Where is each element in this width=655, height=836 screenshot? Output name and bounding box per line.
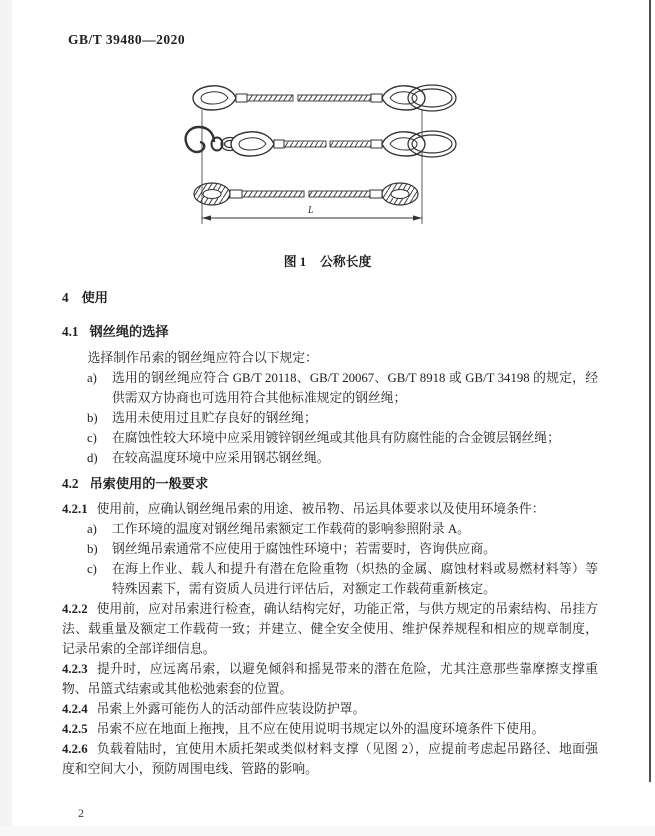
list-marker: b) — [87, 411, 98, 425]
section-title: 使用 — [81, 290, 108, 305]
figure-1-sling-diagram — [178, 78, 478, 230]
sling-soft-eyes — [194, 183, 418, 205]
clause-number: 4.2.3 — [62, 662, 88, 676]
dimension-label: L — [307, 205, 314, 216]
section-4-2-heading — [62, 474, 598, 494]
clause-paragraph-4-2-1 — [62, 499, 598, 519]
list-marker: a) — [87, 522, 97, 536]
list-text: 在腐蚀性较大环境中应采用镀锌钢丝绳或其他具有防腐性能的合金镀层钢丝绳； — [112, 431, 560, 445]
list-item — [62, 368, 598, 408]
standard-number-header: GB/T 39480—2020 — [68, 32, 186, 47]
list-text: 在海上作业、载人和提升有潜在危险重物（炽热的金属、腐蚀材料或易燃材料等）等特殊因素下，需有资质人员进行评估后，对额定工作载荷重新核定。 — [112, 562, 598, 596]
list-text: 钢丝绳吊索通常不应使用于腐蚀性环境中；若需要时，咨询供应商。 — [112, 542, 496, 556]
clause-text: 吊索上外露可能伤人的活动部件应装设防护罩。 — [96, 702, 366, 716]
list-item — [62, 428, 598, 448]
section-number: 4 — [62, 290, 69, 305]
dimension-line-L — [202, 110, 422, 224]
section-4-1-heading — [62, 322, 598, 342]
clause-paragraph-4-2-6 — [62, 739, 598, 779]
document-body — [62, 288, 598, 779]
clause-number: 4.2.1 — [62, 502, 88, 516]
clause-number: 4.2.4 — [62, 702, 88, 716]
list-marker: c) — [87, 431, 97, 445]
page-number: 2 — [78, 806, 84, 820]
clause-text: 使用前，应确认钢丝绳吊索的用途、被吊物、吊运具体要求以及使用环境条件： — [96, 502, 545, 516]
section-number: 4.2 — [62, 476, 79, 491]
sling-thimble-eye-master-link — [193, 85, 456, 111]
section-number: 4.1 — [62, 324, 79, 339]
clause-text: 使用前，应对吊索进行检查，确认结构完好，功能正常，与供方规定的吊索结构、吊挂方法、载重量及额定工作载荷一致；并建立、健全安全使用、维护保养规程和相应的规章制度，记录吊索的全部详细信息。 — [62, 602, 598, 656]
list-marker: d) — [87, 451, 98, 465]
list-text: 选用未使用过且贮存良好的钢丝绳； — [112, 411, 317, 425]
clause-number: 4.2.5 — [62, 722, 88, 736]
list-item — [62, 539, 598, 559]
list-item — [62, 519, 598, 539]
scan-shade-bottom — [0, 826, 655, 836]
list-marker: a) — [87, 371, 97, 385]
list-item — [62, 448, 598, 468]
figure-1-block — [0, 78, 655, 270]
list-marker: b) — [87, 542, 98, 556]
figure-caption — [0, 251, 655, 270]
clause-paragraph-4-2-3 — [62, 659, 598, 699]
section-title: 钢丝绳的选择 — [89, 324, 169, 339]
list-marker: c) — [87, 562, 97, 576]
clause-text: 吊索不应在地面上拖拽，且不应在使用说明书规定以外的温度环境条件下使用。 — [96, 722, 545, 736]
clause-paragraph-4-2-5 — [62, 719, 598, 739]
section-4-heading — [62, 288, 598, 308]
list-item — [62, 559, 598, 599]
clause-number: 4.2.6 — [62, 742, 88, 756]
clause-paragraph-4-2-4 — [62, 699, 598, 719]
clause-paragraph-4-2-2 — [62, 599, 598, 659]
section-title: 吊索使用的一般要求 — [89, 476, 209, 491]
clause-text: 负载着陆时，宜使用木质托架或类似材料支撑（见图 2），应提前考虑起吊路径、地面强度和空间大小，预防周围电线、管路的影响。 — [62, 742, 598, 776]
sling-hook-thimble-eye-master-link — [185, 127, 455, 157]
list-text: 选用的钢丝绳应符合 GB/T 20118、GB/T 20067、GB/T 8918 或 GB/T 34198 的规定，经供需双方协商也可选用符合其他标准规定的钢丝绳； — [112, 371, 598, 405]
figure-caption-label: 图 1 — [283, 255, 307, 269]
intro-paragraph: 选择制作吊索的钢丝绳应符合以下规定： — [87, 351, 318, 365]
list-item — [62, 408, 598, 428]
clause-text: 提升时，应远离吊索，以避免倾斜和摇晃带来的潜在危险，尤其注意那些靠摩擦支撑重物、吊篮式结索或其他松弛索套的位置。 — [62, 662, 598, 696]
list-text: 在较高温度环境中应采用钢芯钢丝绳。 — [112, 451, 330, 465]
figure-caption-title: 公称长度 — [320, 255, 372, 269]
list-text: 工作环境的温度对钢丝绳吊索额定工作载荷的影响参照附录 A。 — [112, 522, 470, 536]
clause-number: 4.2.2 — [62, 602, 88, 616]
